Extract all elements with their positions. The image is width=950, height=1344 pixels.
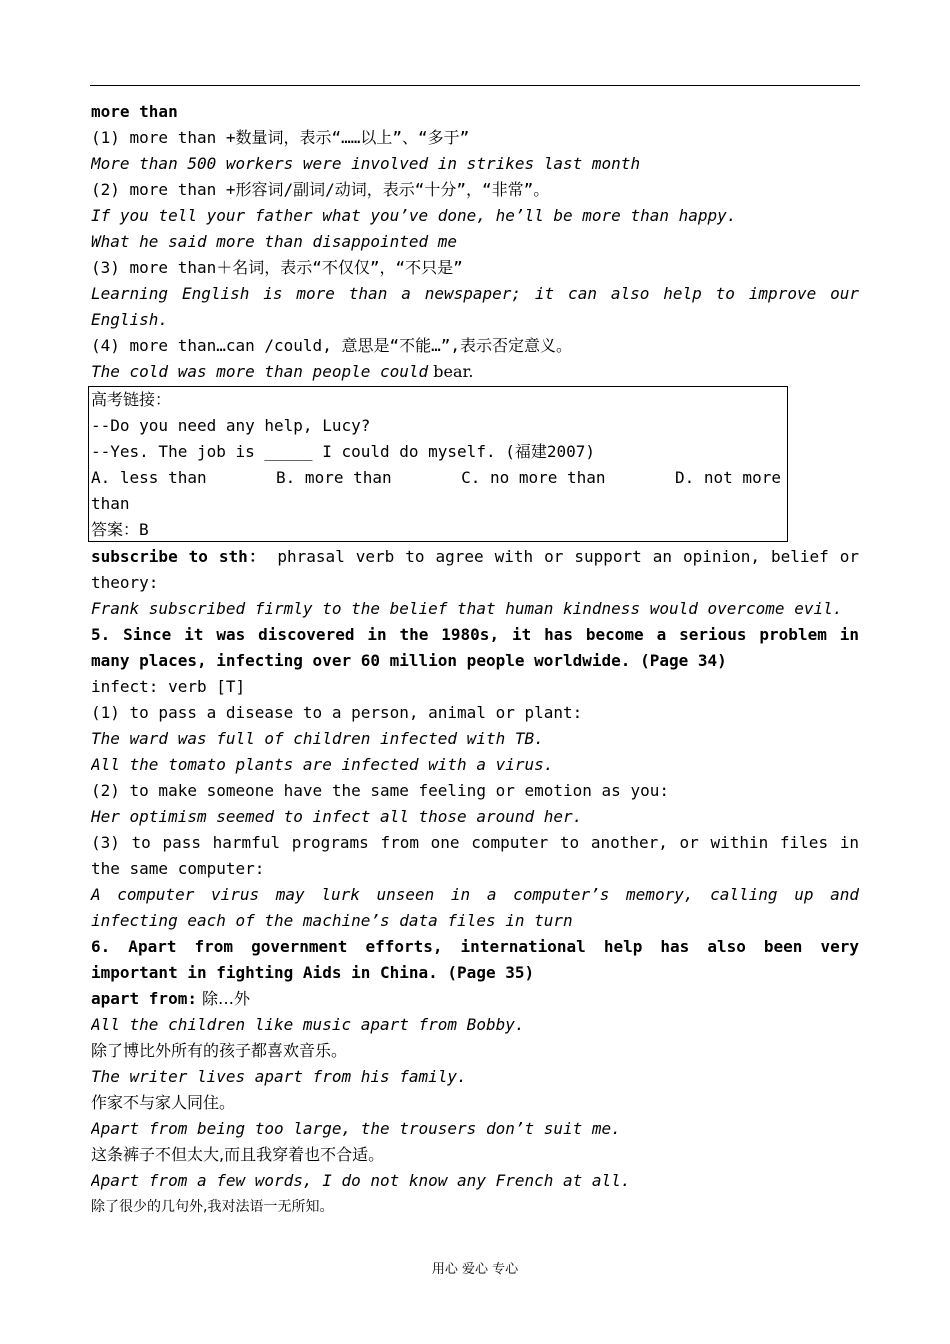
apart-ex-2: The writer lives apart from his family. [91, 1067, 467, 1086]
example-1: More than 500 workers were involved in strikes last month [91, 154, 641, 173]
heading-more-than: more than [91, 102, 178, 121]
usage-1: (1) more than +数量词，表示“……以上”、“多于” [91, 128, 470, 147]
section-more-than [91, 99, 859, 385]
choice-a: A. less than [91, 468, 207, 487]
subscribe-term: subscribe to sth： [91, 547, 267, 566]
subscribe-example: Frank subscribed firmly to the belief that human kindness would overcome evil. [91, 599, 843, 618]
infect-def-3: (3) to pass harmful programs from one computer to another, or within files in the same computer: [91, 833, 859, 878]
heading-6: 6. Apart from government efforts, international help has also been very important in fighting Aids in China. (Page 35) [91, 937, 859, 982]
infect-ex-2: Her optimism seemed to infect all those around her. [91, 807, 583, 826]
exam-link-box [88, 386, 788, 542]
apart-ex-2-cn: 作家不与家人同住。 [91, 1093, 236, 1112]
usage-2: (2) more than +形容词/副词/动词，表示“十分”，“非常”。 [91, 180, 550, 199]
example-2b: What he said more than disappointed me [91, 232, 458, 251]
choice-d-wrap: than [91, 494, 130, 513]
apart-ex-4-cn: 除了很少的几句外,我对法语一无所知。 [91, 1199, 334, 1215]
infect-pos: infect: verb [T] [91, 677, 246, 696]
infect-ex-3: A computer virus may lurk unseen in a computer’s memory, calling up and infecting each of the machine’s data files in turn [91, 885, 859, 930]
apart-ex-1: All the children like music apart from Bobby. [91, 1015, 525, 1034]
apart-from-cn: 除…外 [196, 989, 251, 1008]
exam-question-2: --Yes. The job is _____ I could do myself. (福建2007) [91, 442, 596, 461]
header-rule [90, 85, 860, 86]
apart-ex-3-cn: 这条裤子不但太大,而且我穿着也不合适。 [91, 1145, 385, 1164]
apart-from-term [91, 986, 859, 1012]
apart-ex-1-cn: 除了博比外所有的孩子都喜欢音乐。 [91, 1041, 348, 1060]
choice-b: B. more than [276, 468, 392, 487]
subscribe-definition [91, 544, 859, 596]
usage-4: (4) more than…can /could, 意思是“不能…”,表示否定意义。 [91, 336, 572, 355]
subscribe-def: phrasal verb to agree with or support an opinion, belief or theory: [91, 547, 859, 592]
example-4-end: bear. [428, 362, 474, 381]
example-4-text: The cold was more than people could [91, 362, 429, 381]
example-3: Learning English is more than a newspaper; it can also help to improve our English. [91, 284, 859, 329]
page-footer: 用心 爱心 专心 [431, 1262, 519, 1277]
usage-3: (3) more than＋名词，表示“不仅仅”，“不只是” [91, 258, 463, 277]
infect-ex-1b: All the tomato plants are infected with a virus. [91, 755, 554, 774]
heading-5: 5. Since it was discovered in the 1980s, it has become a serious problem in many places, infecting over 60 million people worldwide. (Page 34) [91, 625, 859, 670]
exam-answer: 答案：B [91, 520, 149, 539]
choice-d: D. not more [675, 468, 781, 487]
apart-ex-4: Apart from a few words, I do not know any French at all. [91, 1171, 631, 1190]
example-2a: If you tell your father what you’ve done, he’ll be more than happy. [91, 206, 737, 225]
exam-title: 高考链接： [91, 390, 172, 409]
infect-def-1: (1) to pass a disease to a person, animal or plant: [91, 703, 583, 722]
exam-question-1: --Do you need any help, Lucy? [91, 416, 371, 435]
infect-ex-1a: The ward was full of children infected with TB. [91, 729, 544, 748]
choice-c: C. no more than [461, 468, 606, 487]
apart-ex-3: Apart from being too large, the trousers don’t suit me. [91, 1119, 621, 1138]
exam-choices [91, 465, 781, 491]
lower-sections [91, 544, 859, 1220]
apart-from-label: apart from: [91, 989, 197, 1008]
infect-def-2: (2) to make someone have the same feeling or emotion as you: [91, 781, 669, 800]
example-4 [91, 359, 859, 385]
